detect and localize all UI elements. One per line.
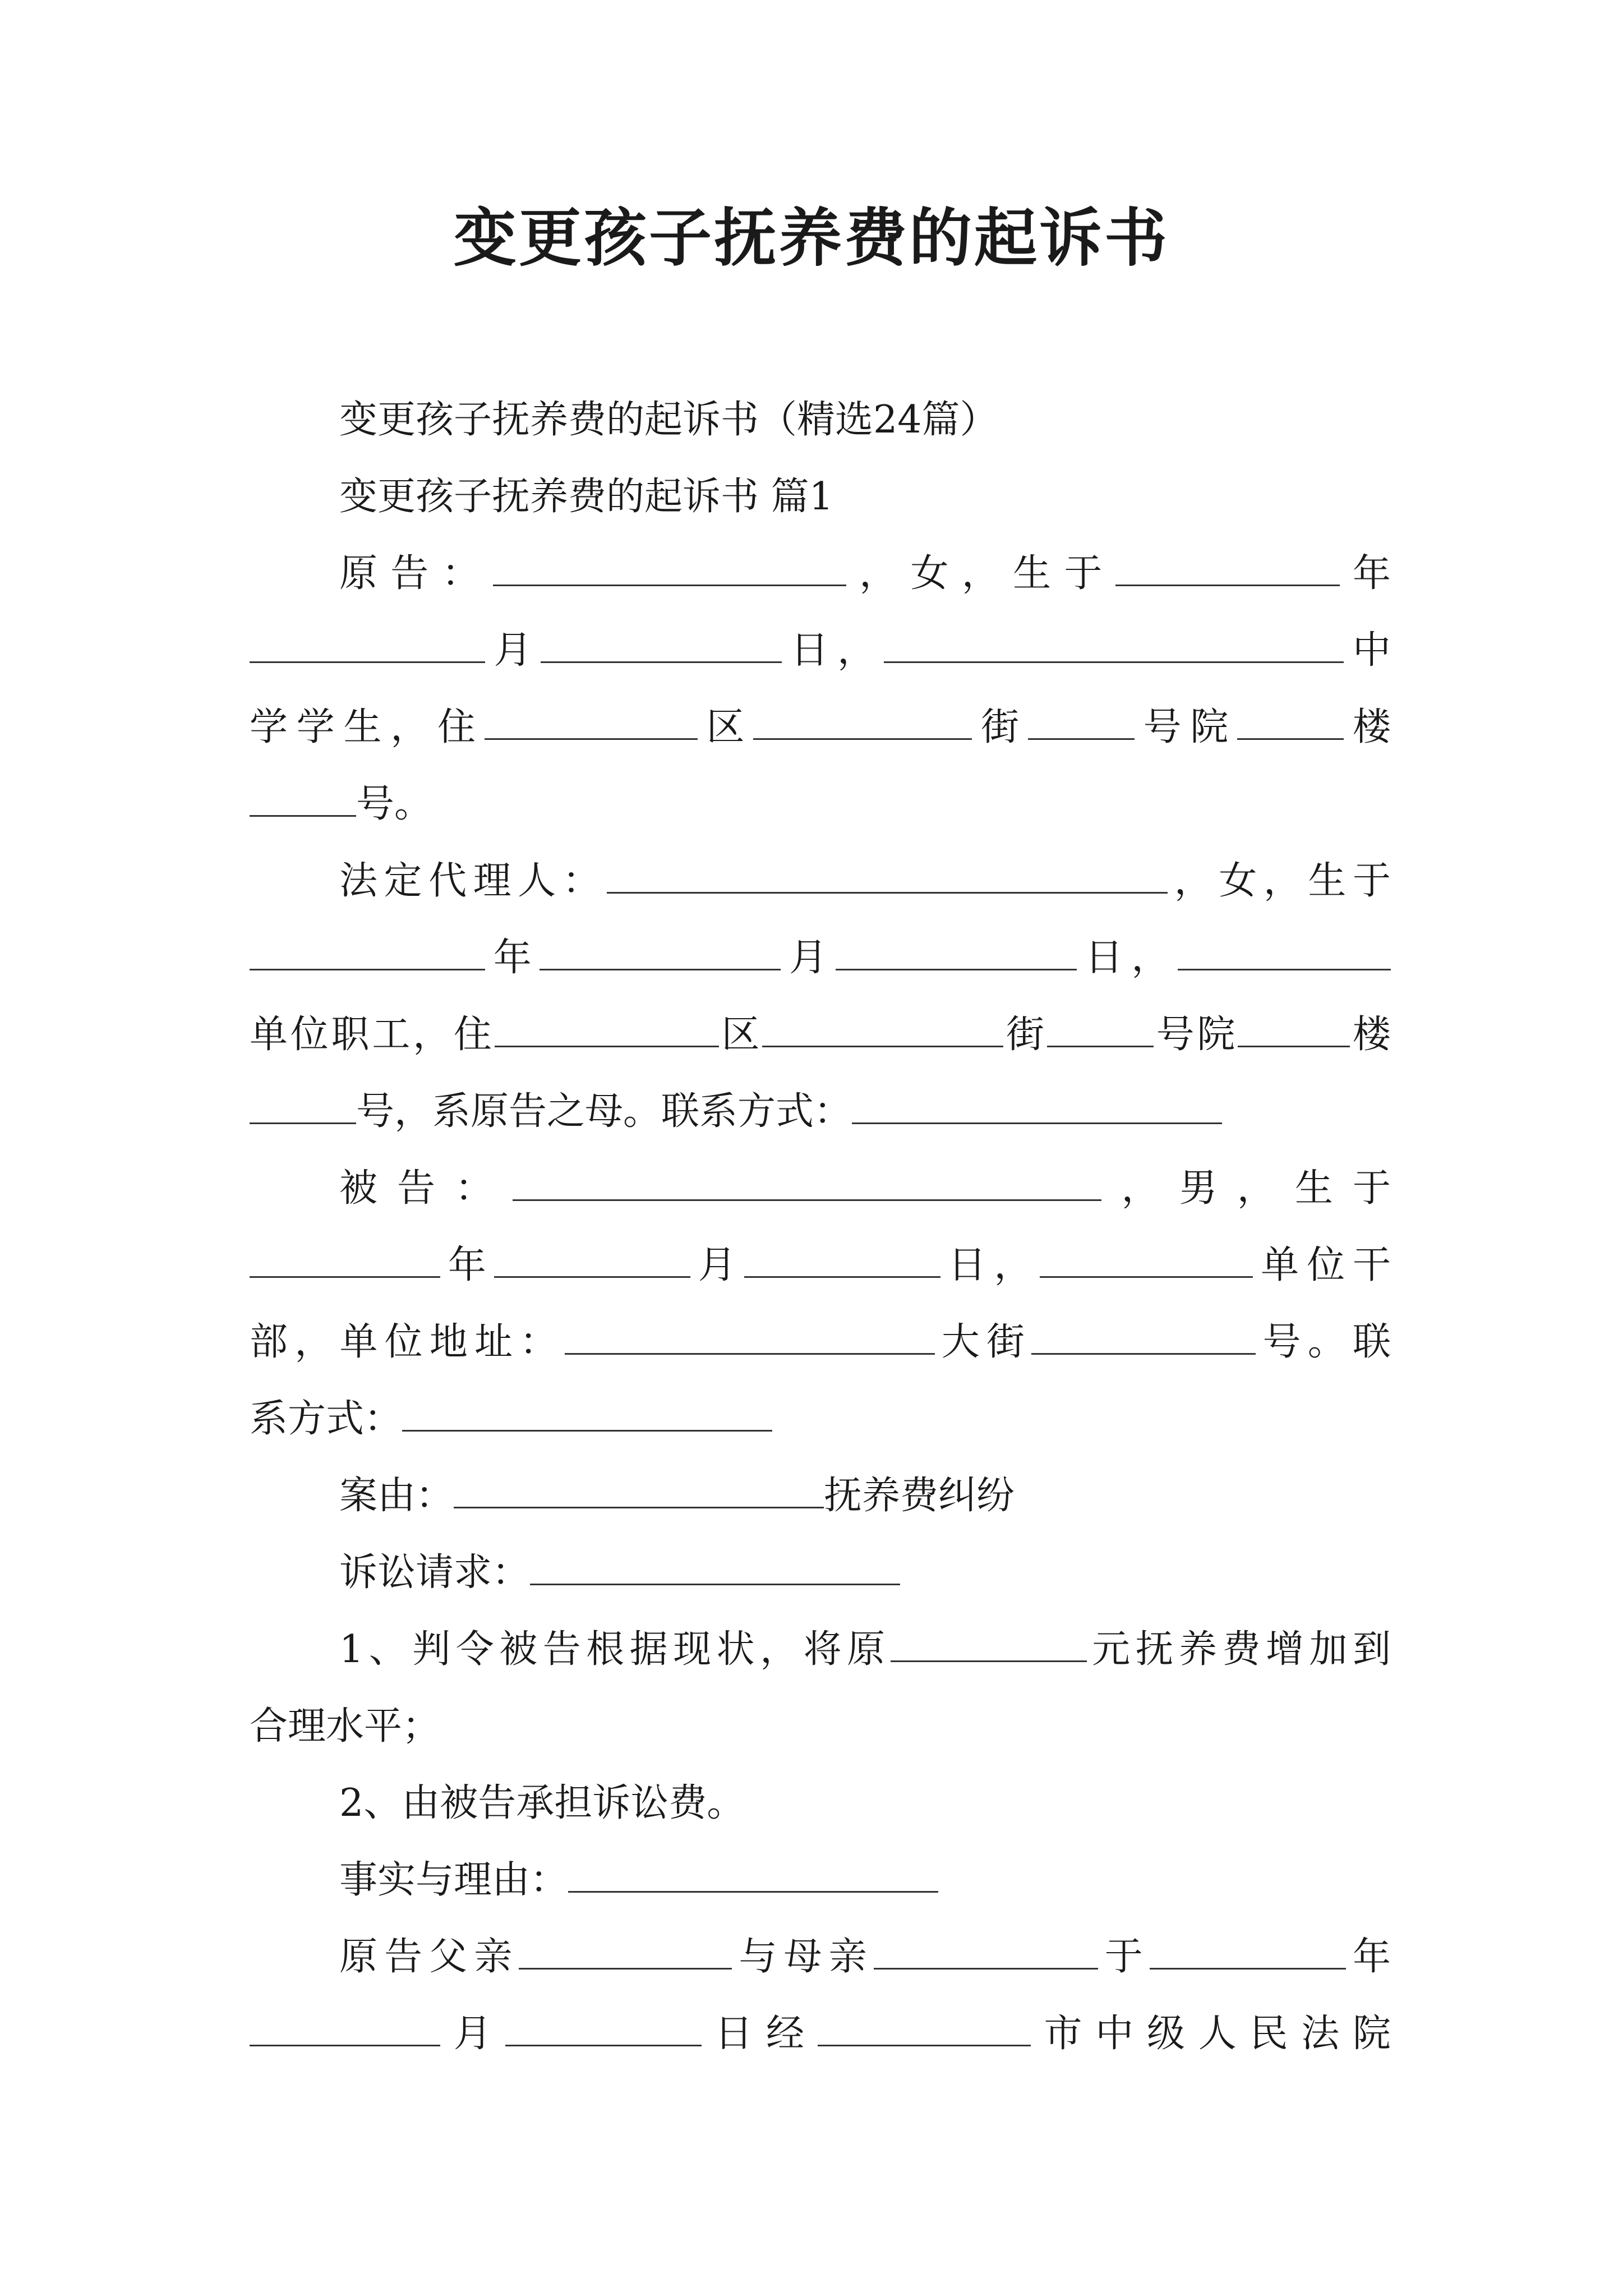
- guardian-district-blank: [495, 1011, 719, 1047]
- defendant-address-label: 部，单位地址：: [250, 1320, 565, 1364]
- plaintiff-birth-month-blank: [250, 627, 485, 663]
- defendant-birth-month-blank: [494, 1241, 690, 1278]
- plaintiff-birth-day-blank: [541, 627, 782, 663]
- document-body: [250, 381, 1391, 2072]
- defendant-name-blank: [513, 1165, 1101, 1201]
- defendant-address-blank: [565, 1318, 935, 1355]
- section-heading: 变更孩子抚养费的起诉书 篇1: [339, 475, 833, 519]
- guardian-line-3: [250, 996, 1391, 1073]
- facts-on-label: 于: [1098, 1935, 1150, 1979]
- guardian-street-blank: [762, 1011, 1003, 1047]
- defendant-birth-year-blank: [250, 1241, 440, 1278]
- claims-label: 诉讼请求：: [339, 1550, 531, 1595]
- defendant-line-1: [250, 1150, 1391, 1227]
- defendant-contact-blank: [402, 1395, 772, 1432]
- claim-2-line: 2、由被告承担诉讼费。: [339, 1781, 745, 1825]
- facts-para-line-2: [250, 1995, 1391, 2072]
- plaintiff-line-3: [250, 689, 1391, 766]
- defendant-avenue-label: 大街: [934, 1320, 1032, 1364]
- defendant-gender: ，男，生于: [1101, 1166, 1391, 1211]
- defendant-number-blank: [1031, 1318, 1256, 1355]
- plaintiff-month-label: 月: [485, 628, 541, 673]
- facts-day-via-label: 日经: [701, 2012, 818, 2056]
- plaintiff-school-blank: [884, 627, 1344, 663]
- guardian-employee-label: 单位职工，住: [250, 1013, 495, 1057]
- plaintiff-unit-blank: [250, 780, 356, 817]
- plaintiff-district-blank: [485, 703, 698, 740]
- guardian-name-blank: [607, 857, 1168, 894]
- facts-line: [250, 1842, 1391, 1918]
- facts-blank: [568, 1856, 938, 1893]
- guardian-month-label: 月: [781, 936, 836, 980]
- plaintiff-line-2: [250, 612, 1391, 689]
- guardian-building-blank: [1238, 1011, 1350, 1047]
- defendant-month-label: 月: [690, 1243, 744, 1287]
- facts-father-blank: [519, 1933, 732, 1970]
- guardian-birth-month-blank: [540, 934, 781, 970]
- facts-year-blank: [1150, 1933, 1346, 1970]
- defendant-line-2: [250, 1227, 1391, 1304]
- cause-text: 抚养费纠纷: [824, 1474, 1015, 1518]
- defendant-birth-day-blank: [744, 1241, 940, 1278]
- plaintiff-label: 原告：: [339, 551, 493, 596]
- facts-month-label: 月: [440, 2012, 505, 2056]
- guardian-day-label: 日，: [1076, 936, 1178, 980]
- plaintiff-unit-label: 号。: [356, 782, 433, 826]
- guardian-courtyard-blank: [1047, 1011, 1154, 1047]
- defendant-line-4: [250, 1381, 1391, 1457]
- defendant-employer-blank: [1040, 1241, 1253, 1278]
- claim-1-line-2: 合理水平；: [250, 1704, 441, 1749]
- plaintiff-courtyard-label: 号院: [1134, 705, 1238, 749]
- claims-line: [250, 1534, 1391, 1611]
- defendant-label: 被告：: [339, 1166, 513, 1211]
- cause-blank: [454, 1472, 824, 1508]
- guardian-label: 法定代理人：: [339, 859, 607, 903]
- facts-day-blank: [505, 2010, 702, 2046]
- guardian-line-4: [250, 1073, 1391, 1150]
- plaintiff-birth-year-blank: [1115, 550, 1340, 586]
- plaintiff-day-label: 日，: [782, 628, 884, 673]
- facts-city-blank: [818, 2010, 1031, 2046]
- defendant-number-contact-label: 号。联: [1256, 1320, 1391, 1364]
- facts-year-label: 年: [1345, 1935, 1391, 1979]
- defendant-contact-label: 系方式：: [250, 1397, 403, 1441]
- document-title: 变更孩子抚养费的起诉书: [454, 201, 1169, 275]
- facts-court-label: 市中级人民法院: [1030, 2012, 1391, 2056]
- facts-month-blank: [250, 2010, 440, 2046]
- guardian-line-2: [250, 919, 1391, 996]
- guardian-street-label: 街: [1003, 1013, 1047, 1057]
- guardian-district-label: 区: [718, 1013, 763, 1057]
- plaintiff-student-label: 学学生，住: [250, 705, 485, 749]
- defendant-cadre-label: 单位干: [1253, 1243, 1391, 1287]
- claim-1-line-1: [250, 1611, 1391, 1688]
- guardian-employer-blank: [1178, 934, 1391, 970]
- defendant-year-label: 年: [440, 1243, 494, 1287]
- claim-1-text-a: 1、判令被告根据现状，将原: [339, 1627, 891, 1672]
- guardian-relation-label: 号，系原告之母。联系方式：: [356, 1089, 852, 1134]
- facts-mother-label: 与母亲: [732, 1935, 874, 1979]
- plaintiff-year-label: 年: [1339, 551, 1391, 596]
- plaintiff-street-label: 街: [972, 705, 1028, 749]
- guardian-unit-blank: [250, 1088, 356, 1124]
- plaintiff-school-suffix: 中: [1344, 628, 1391, 673]
- facts-label: 事实与理由：: [339, 1858, 569, 1902]
- guardian-contact-blank: [852, 1088, 1222, 1124]
- defendant-line-3: [250, 1304, 1391, 1381]
- cause-line: [250, 1457, 1391, 1534]
- guardian-birth-day-blank: [836, 934, 1077, 970]
- defendant-day-label: 日，: [940, 1243, 1040, 1287]
- guardian-gender: ，女，生于: [1168, 859, 1391, 903]
- guardian-line-1: [250, 843, 1391, 919]
- guardian-building-label: 楼: [1350, 1013, 1391, 1057]
- guardian-birth-year-blank: [250, 934, 485, 970]
- facts-father-label: 原告父亲: [339, 1935, 519, 1979]
- claims-blank: [530, 1549, 900, 1585]
- plaintiff-gender: ，女，生于: [846, 551, 1115, 596]
- plaintiff-district-label: 区: [697, 705, 754, 749]
- plaintiff-line-4: [250, 766, 1391, 843]
- plaintiff-building-blank: [1237, 703, 1344, 740]
- guardian-courtyard-label: 号院: [1153, 1013, 1238, 1057]
- plaintiff-courtyard-blank: [1028, 703, 1135, 740]
- cause-label: 案由：: [339, 1474, 454, 1518]
- plaintiff-street-blank: [753, 703, 972, 740]
- plaintiff-line-1: [250, 535, 1391, 612]
- facts-para-line-1: [250, 1918, 1391, 1995]
- plaintiff-building-label: 楼: [1344, 705, 1391, 749]
- guardian-year-label: 年: [485, 936, 540, 980]
- subtitle: 变更孩子抚养费的起诉书（精选24篇）: [339, 398, 998, 442]
- claim-1-amount-blank: [891, 1626, 1087, 1662]
- facts-mother-blank: [874, 1933, 1098, 1970]
- claim-1-text-b: 元抚养费增加到: [1086, 1627, 1391, 1672]
- plaintiff-name-blank: [493, 550, 846, 586]
